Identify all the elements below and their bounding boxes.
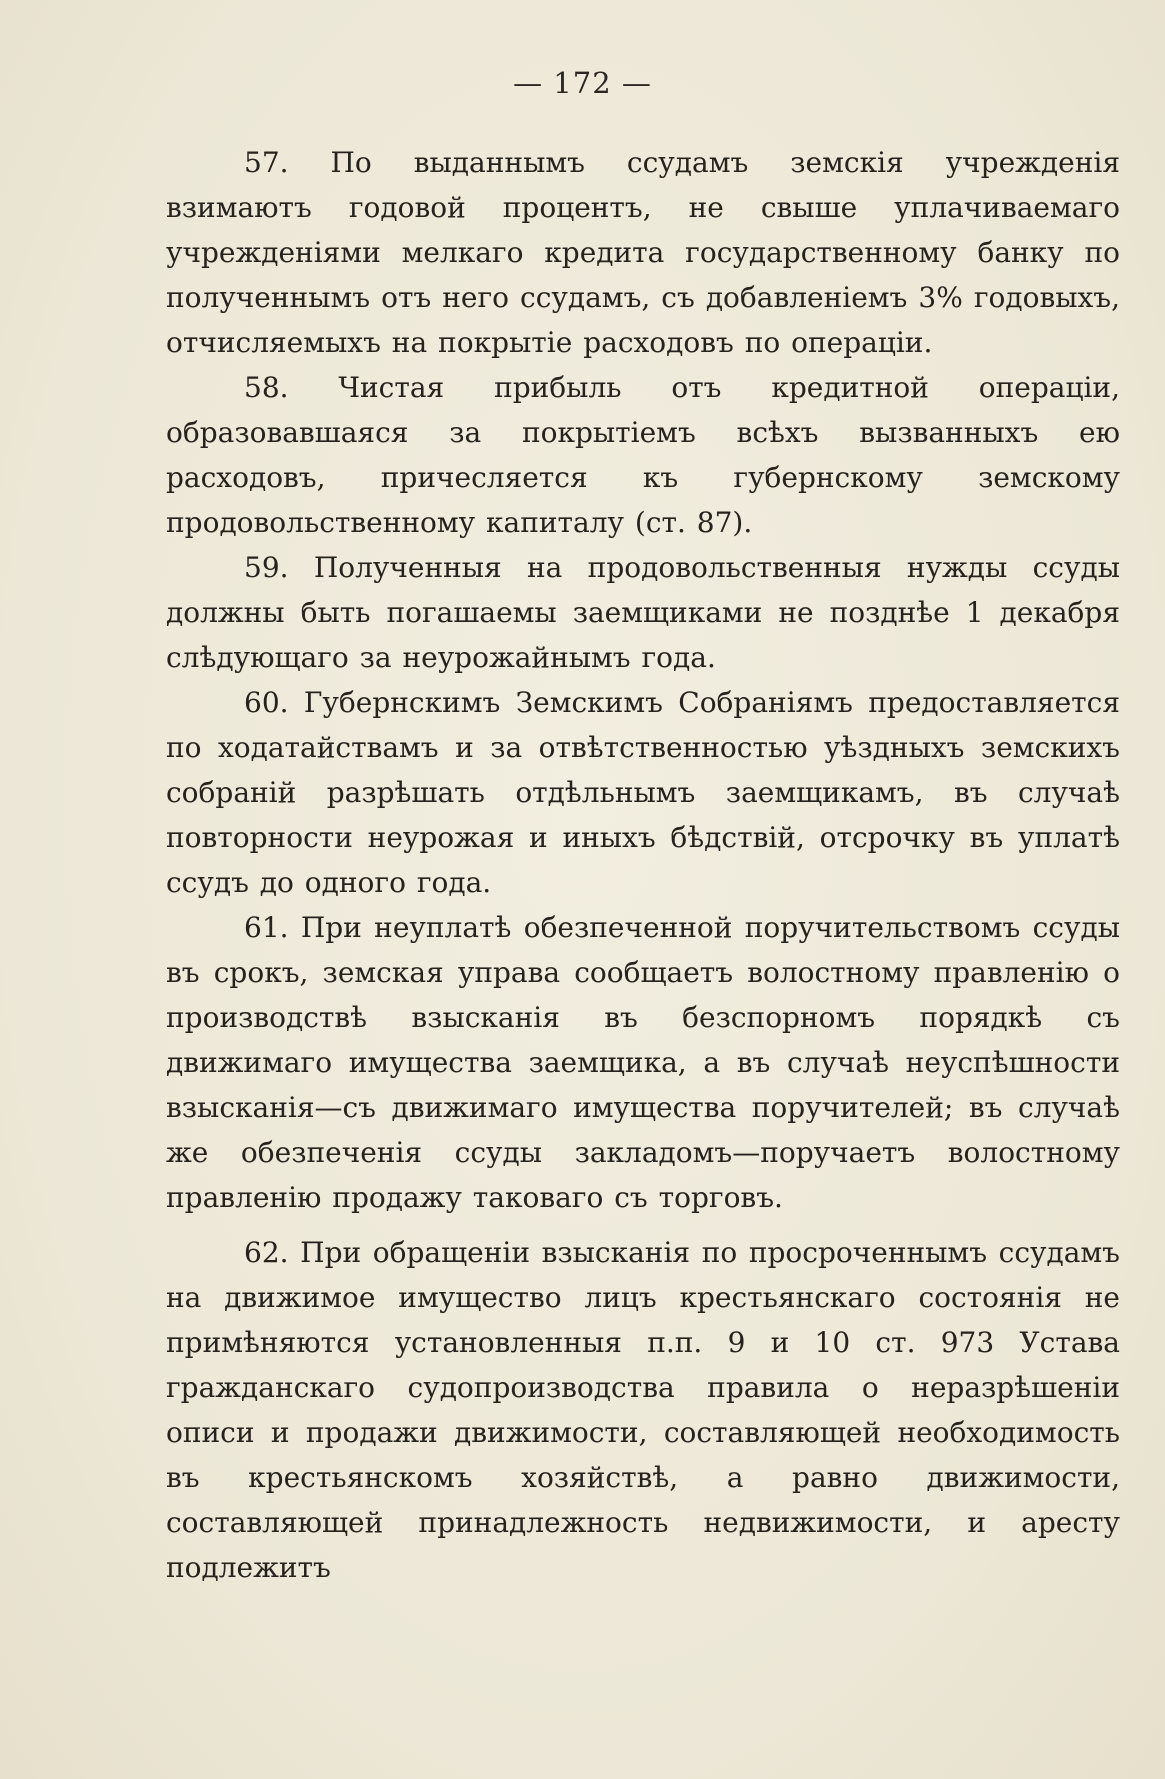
paragraph-59: 59. Полученныя на продовольственныя нужды ссуды должны быть погашаемы заемщиками не позднѣе 1 декабря слѣдующаго за неурожайнымъ года. [166, 551, 1120, 674]
paragraph-57: 57. По выданнымъ ссудамъ земскія учрежденія взимаютъ годовой процентъ, не свыше уплачиваемаго учрежденіями мелкаго кредита государственному банку по полученнымъ отъ него ссудамъ, съ добавленіемъ 3% годовыхъ, отчисляемыхъ на покрытіе расходовъ по операціи. [166, 146, 1120, 359]
paragraph-58: 58. Чистая прибыль отъ кредитной операціи, образовавшаяся за покрытіемъ всѣхъ вызванныхъ ею расходовъ, причесляется къ губернскому земскому продовольственному капиталу (ст. 87). [166, 371, 1120, 539]
paragraph-60: 60. Губернскимъ Земскимъ Собраніямъ предоставляется по ходатайствамъ и за отвѣтственностью уѣздныхъ земскихъ собраній разрѣшать отдѣльнымъ заемщикамъ, въ случаѣ повторности неурожая и иныхъ бѣдствій, отсрочку въ уплатѣ ссудъ до одного года. [166, 686, 1120, 899]
page-number: — 172 — [513, 66, 652, 100]
paragraph-62: 62. При обращеніи взысканія по просроченнымъ ссудамъ на движимое имущество лицъ крестьянскаго состоянія не примѣняются установленныя п.п. 9 и 10 ст. 973 Устава гражданскаго судопроизводства правила о неразрѣшеніи описи и продажи движимости, составляющей необходимость въ крестьянскомъ хозяйствѣ, а равно движимости, составляющей принадлежность недвижимости, и аресту подлежитъ [166, 1236, 1120, 1584]
paragraph-61: 61. При неуплатѣ обезпеченной поручительствомъ ссуды въ срокъ, земская управа сообщаетъ волостному правленію о производствѣ взысканія въ безспорномъ порядкѣ съ движимаго имущества заемщика, а въ случаѣ неуспѣшности взысканія—съ движимаго имущества поручителей; въ случаѣ же обезпеченія ссуды закладомъ—поручаетъ волостному правленію продажу таковаго съ торговъ. [166, 911, 1120, 1214]
body-text [166, 140, 1120, 1590]
